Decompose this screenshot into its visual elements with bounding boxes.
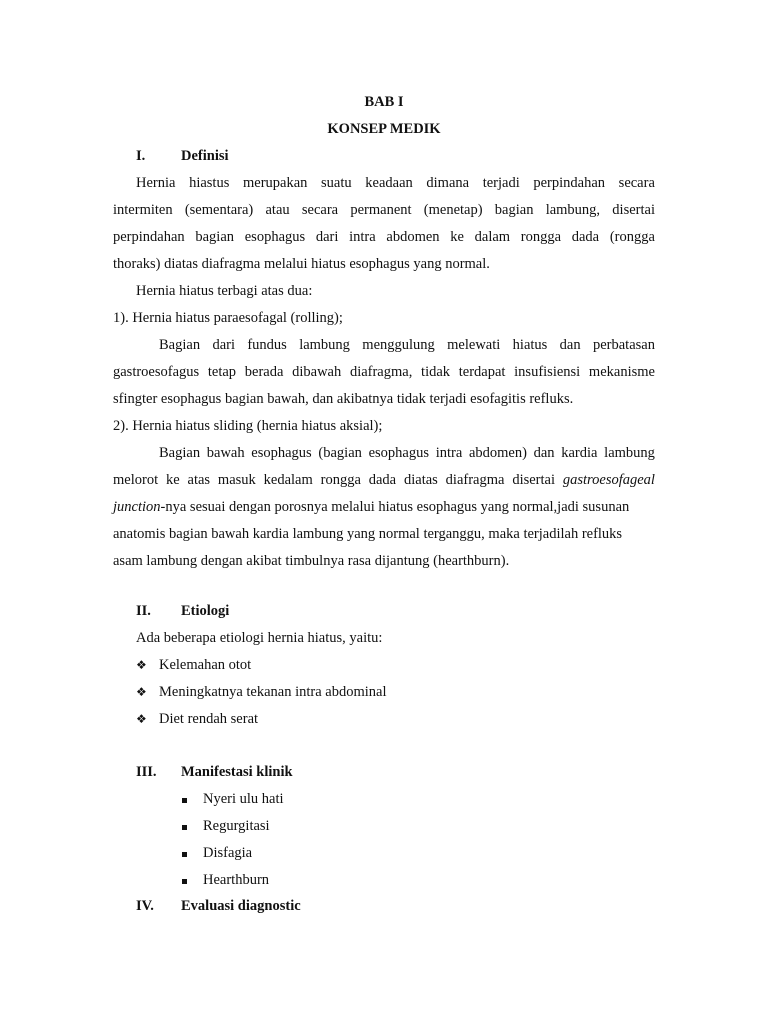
square-bullet-icon bbox=[182, 791, 187, 809]
justified-words bbox=[113, 202, 655, 219]
word: dalam bbox=[474, 229, 511, 245]
word: perpindahan bbox=[113, 229, 185, 245]
word: intra bbox=[349, 229, 376, 245]
word: secara bbox=[301, 202, 339, 218]
word: atau bbox=[265, 202, 290, 218]
type-1-body-line-2 bbox=[113, 364, 655, 381]
word: abdomen bbox=[386, 229, 440, 245]
chapter-label: BAB I bbox=[364, 94, 404, 110]
definition-paragraph-line-4: thoraks) diatas diafragma melalui hiatus esophagus yang normal. bbox=[113, 256, 490, 272]
word: (rongga bbox=[609, 229, 655, 245]
word: terdapat bbox=[458, 364, 506, 380]
word: dari bbox=[212, 337, 235, 353]
word: dada bbox=[368, 472, 397, 488]
section-4-number: IV. bbox=[136, 898, 154, 914]
justified-words bbox=[113, 229, 655, 246]
word: disertai bbox=[612, 202, 655, 218]
word: melorot bbox=[113, 472, 159, 488]
word: ke bbox=[450, 229, 464, 245]
symptom-item-4: Hearthburn bbox=[203, 872, 270, 888]
section-2-title: Etiologi bbox=[181, 603, 230, 619]
word: diafragma, bbox=[349, 364, 413, 380]
etiology-intro: Ada beberapa etiologi hernia hiatus, yaitu: bbox=[136, 630, 383, 646]
word: bagian bbox=[494, 202, 534, 218]
word: suatu bbox=[321, 175, 352, 191]
diamond-bullet-icon: ❖ bbox=[136, 712, 147, 726]
word: Hernia bbox=[136, 175, 176, 191]
word: perbatasan bbox=[592, 337, 655, 353]
word: gastroesofagus bbox=[113, 364, 200, 380]
word: lambung, bbox=[545, 202, 601, 218]
section-3-title: Manifestasi klinik bbox=[181, 764, 293, 780]
type-2-body-line-2 bbox=[113, 472, 655, 489]
word: (bagian bbox=[318, 445, 362, 461]
square-bullet-icon bbox=[182, 872, 187, 890]
justified-words bbox=[159, 337, 655, 354]
word: esophagus bbox=[368, 445, 429, 461]
word: keadaan bbox=[365, 175, 413, 191]
type-2-body-line-3 bbox=[113, 499, 629, 516]
word: hiatus bbox=[512, 337, 548, 353]
italic-term: junction bbox=[113, 499, 161, 515]
etiology-item-3: Diet rendah serat bbox=[159, 711, 259, 727]
word: bagian bbox=[195, 229, 235, 245]
type-1-body-line-1 bbox=[159, 337, 655, 354]
word: mekanisme bbox=[588, 364, 655, 380]
word: abdomen) bbox=[468, 445, 527, 461]
word: secara bbox=[618, 175, 655, 191]
types-intro: Hernia hiatus terbagi atas dua: bbox=[136, 283, 313, 299]
type-2-body-line-4: anatomis bagian bawah kardia lambung yang normal terganggu, maka terjadilah refluks bbox=[113, 526, 623, 542]
etiology-item-2: Meningkatnya tekanan intra abdominal bbox=[159, 684, 387, 700]
word: dan bbox=[559, 337, 581, 353]
word: dimana bbox=[426, 175, 470, 191]
word: menggulung bbox=[362, 337, 435, 353]
definition-paragraph-line-2 bbox=[113, 202, 655, 219]
word: ke bbox=[165, 472, 180, 488]
diamond-bullet-icon: ❖ bbox=[136, 685, 147, 699]
word: bawah bbox=[206, 445, 245, 461]
justified-words bbox=[113, 472, 655, 489]
section-4-title: Evaluasi diagnostic bbox=[181, 898, 301, 914]
word: tidak bbox=[421, 364, 451, 380]
justified-words bbox=[136, 175, 655, 192]
word: dada bbox=[571, 229, 600, 245]
word: diatas bbox=[403, 472, 438, 488]
symptom-item-3: Disfagia bbox=[203, 845, 253, 861]
word: fundus bbox=[247, 337, 287, 353]
square-bullet-icon bbox=[182, 818, 187, 836]
word: rongga bbox=[320, 472, 361, 488]
diamond-bullet-icon: ❖ bbox=[136, 658, 147, 672]
word: dibawah bbox=[292, 364, 342, 380]
section-1-title: Definisi bbox=[181, 148, 229, 164]
type-2-body-line-5: asam lambung dengan akibat timbulnya rasa dijantung (hearthburn). bbox=[113, 553, 510, 569]
type-1-body-line-3: sfingter esophagus bagian bawah, dan akibatnya tidak terjadi esofagitis refluks. bbox=[113, 391, 574, 407]
word: merupakan bbox=[242, 175, 308, 191]
word: (sementara) bbox=[184, 202, 254, 218]
square-bullet-icon bbox=[182, 845, 187, 863]
type-1-heading: 1). Hernia hiatus paraesofagal (rolling); bbox=[113, 310, 343, 326]
word: diafragma bbox=[445, 472, 505, 488]
word: (menetap) bbox=[423, 202, 483, 218]
word: esophagus bbox=[251, 445, 312, 461]
section-3-number: III. bbox=[136, 764, 157, 780]
symptom-item-1: Nyeri ulu hati bbox=[203, 791, 284, 807]
italic-term: gastroesofageal bbox=[562, 472, 655, 488]
section-2-number: II. bbox=[136, 603, 151, 619]
word: tetap bbox=[207, 364, 237, 380]
word: terjadi bbox=[482, 175, 520, 191]
definition-paragraph-line-3 bbox=[113, 229, 655, 246]
word: insufisiensi bbox=[514, 364, 581, 380]
type-2-body-line-1 bbox=[159, 445, 655, 462]
word: lambung bbox=[604, 445, 655, 461]
word: lambung bbox=[299, 337, 350, 353]
word: dan bbox=[533, 445, 555, 461]
symptom-item-2: Regurgitasi bbox=[203, 818, 270, 834]
line-text: -nya sesuai dengan porosnya melalui hiatus esophagus yang normal,jadi susunan bbox=[160, 499, 630, 515]
justified-words bbox=[113, 364, 655, 381]
word: masuk bbox=[217, 472, 256, 488]
word: esophagus bbox=[244, 229, 306, 245]
word: disertai bbox=[512, 472, 555, 488]
word: perpindahan bbox=[533, 175, 606, 191]
word: hiastus bbox=[189, 175, 230, 191]
word: atas bbox=[187, 472, 211, 488]
type-2-heading: 2). Hernia hiatus sliding (hernia hiatus aksial); bbox=[113, 418, 383, 434]
word: intermiten bbox=[113, 202, 173, 218]
word: dari bbox=[315, 229, 339, 245]
word: Bagian bbox=[159, 445, 201, 461]
word: permanent bbox=[350, 202, 412, 218]
word: rongga bbox=[520, 229, 562, 245]
etiology-item-1: Kelemahan otot bbox=[159, 657, 252, 673]
definition-paragraph-line-1 bbox=[136, 175, 655, 192]
section-1-number: I. bbox=[136, 148, 146, 164]
chapter-title: KONSEP MEDIK bbox=[327, 121, 441, 137]
word: berada bbox=[244, 364, 284, 380]
word: kardia bbox=[561, 445, 598, 461]
word: Bagian bbox=[159, 337, 201, 353]
word: kedalam bbox=[263, 472, 313, 488]
justified-words bbox=[159, 445, 655, 462]
word: intra bbox=[435, 445, 463, 461]
word: melewati bbox=[447, 337, 501, 353]
